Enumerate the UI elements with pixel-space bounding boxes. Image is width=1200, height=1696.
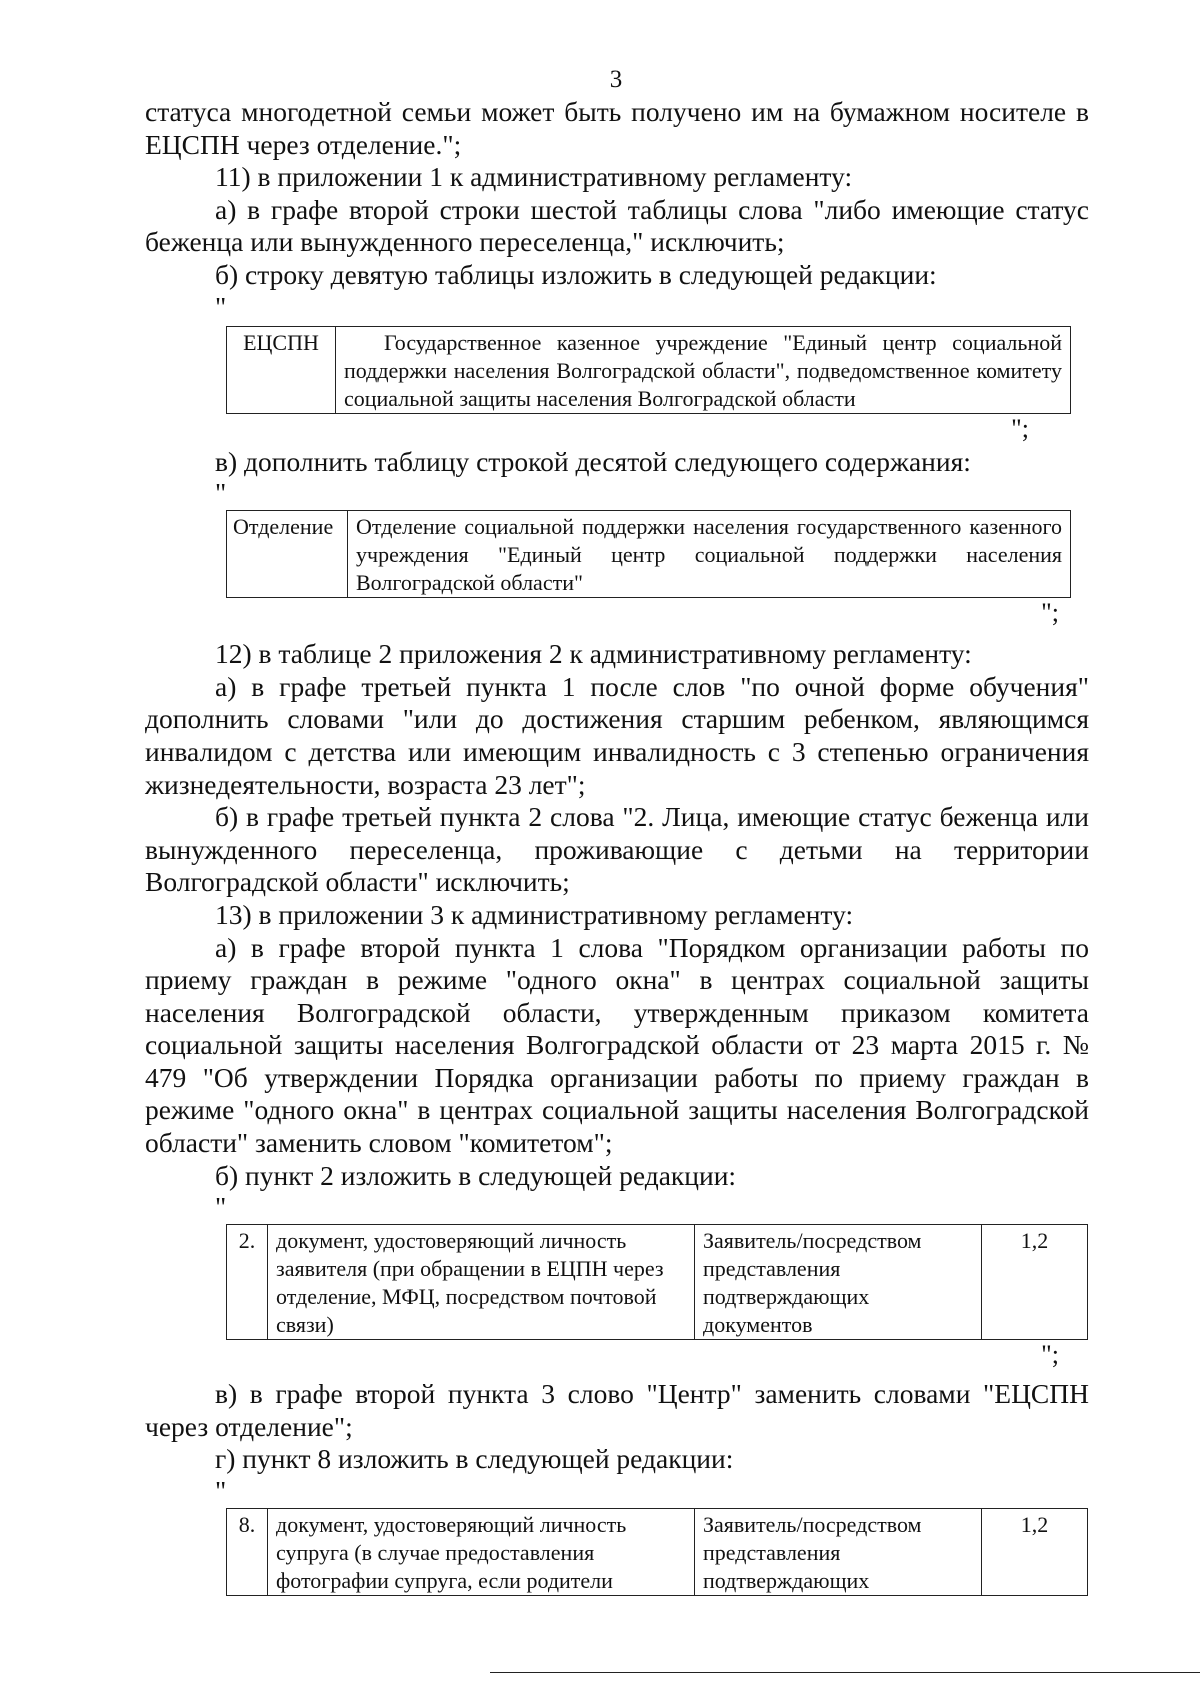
paragraph: б) пункт 2 изложить в следующей редакции: <box>215 1159 737 1191</box>
table-cell: 8. <box>227 1509 268 1596</box>
quote-mark: " <box>215 290 227 322</box>
paragraph: б) в графе третьей пункта 2 слова "2. Лица, имеющие статус беженца или вынужденного переселенца, проживающие с детьми на территории Волгоградской области" исключить; <box>145 801 1089 898</box>
quote-close: "; <box>1041 1340 1059 1370</box>
document-body <box>145 96 1089 1596</box>
paragraph: 12) в таблице 2 приложения 2 к административному регламенту: <box>215 638 972 670</box>
paragraph: 13) в приложении 3 к административному регламенту: <box>215 898 854 930</box>
table-edcspn <box>226 326 1071 414</box>
table-cell: Отделение <box>227 511 348 598</box>
table-cell: 1,2 <box>982 1509 1088 1596</box>
table-cell: документ, удостоверяющий личность заявителя (при обращении в ЕЦПН через отделение, МФЦ, посредством почтовой связи) <box>268 1225 695 1340</box>
paragraph: статуса многодетной семьи может быть получено им на бумажном носителе в ЕЦСПН через отделение."; <box>145 96 1089 160</box>
table-cell: 1,2 <box>982 1225 1088 1340</box>
table-cell: 2. <box>227 1225 268 1340</box>
paragraph: а) в графе третьей пункта 1 после слов "по очной форме обучения" дополнить словами "или до достижения старшим ребенком, являющимся инвалидом с детства или имеющим инвалидность с 3 степенью ограничения жизнедеятельности, возраста 23 лет"; <box>145 670 1089 800</box>
paragraph: в) дополнить таблицу строкой десятой следующего содержания: <box>215 445 971 477</box>
paragraph: б) строку девятую таблицы изложить в следующей редакции: <box>215 258 937 290</box>
quote-mark: " <box>215 1475 227 1507</box>
table-cell: Отделение социальной поддержки населения государственного казенного учреждения "Единый центр социальной поддержки населения Волгоградской области" <box>348 511 1071 598</box>
table-row <box>227 1509 1088 1596</box>
quote-close: "; <box>1011 413 1029 443</box>
table-cell: Государственное казенное учреждение "Единый центр социальной поддержки населения Волгоградской области", подведомственное комитету социальной защиты населения Волгоградской области <box>336 326 1071 413</box>
paragraph: 11) в приложении 1 к административному регламенту: <box>215 161 853 193</box>
table-row <box>227 511 1071 598</box>
paragraph: в) в графе второй пункта 3 слово "Центр" заменить словами "ЕЦСПН через отделение"; <box>145 1378 1089 1442</box>
paragraph: а) в графе второй пункта 1 слова "Порядком организации работы по приему граждан в режиме "одного окна" в центрах социальной защиты населения Волгоградской области, утвержденным приказом комитета социальной защиты населения Волгоградской области от 23 марта 2015 г. № 479 "Об утверждении Порядка организации работы по приему граждан в режиме "одного окна" в центрах социальной защиты населения Волгоградской области" заменить словом "комитетом"; <box>145 931 1089 1159</box>
quote-close: "; <box>1041 598 1059 628</box>
table-cell: ЕЦСПН <box>227 326 336 413</box>
table-cell: Заявитель/посредством представления подтверждающих документов <box>695 1225 982 1340</box>
quote-mark: " <box>215 1191 227 1223</box>
page-divider <box>490 1672 1200 1673</box>
paragraph: а) в графе второй строки шестой таблицы слова "либо имеющие статус беженца или вынужденного переселенца," исключить; <box>145 193 1089 258</box>
table-cell: документ, удостоверяющий личность супруга (в случае предоставления фотографии супруга, если родители <box>268 1509 695 1596</box>
table-item-2 <box>226 1224 1088 1340</box>
page-number: 3 <box>609 66 623 93</box>
table-item-8 <box>226 1508 1088 1596</box>
table-row <box>227 1225 1088 1340</box>
table-cell: Заявитель/посредством представления подтверждающих <box>695 1509 982 1596</box>
quote-mark: " <box>215 477 227 509</box>
paragraph: г) пункт 8 изложить в следующей редакции: <box>215 1443 734 1475</box>
table-row <box>227 326 1071 413</box>
table-otdelenie <box>226 510 1071 598</box>
